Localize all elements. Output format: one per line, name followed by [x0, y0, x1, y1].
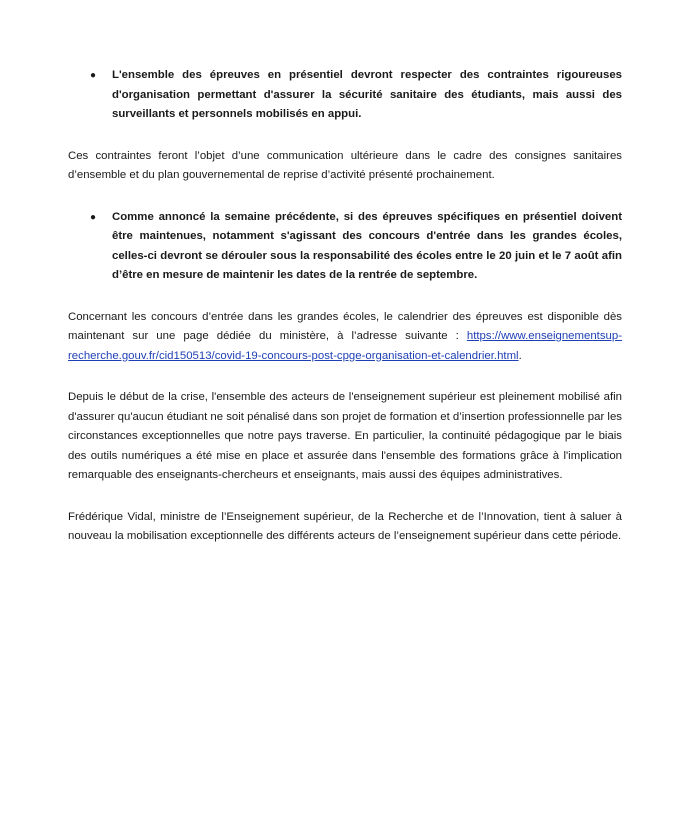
bullet-icon: ● [90, 70, 97, 81]
ministry-calendar-link[interactable]: https://www.enseignementsup-recherche.gouv.fr/cid150513/covid-19-concours-post-cpge-organisation-et-calendrier.html [68, 330, 622, 362]
bullet-item-2 [68, 208, 622, 286]
paragraph-2-text: Concernant les concours d’entrée dans les grandes écoles, le calendrier des épreuves est disponible dès maintenant sur une page dédiée du ministère, à l’adresse suivante : [68, 310, 622, 342]
paragraph-1: Ces contraintes feront l’objet d’une communication ultérieure dans le cadre des consignes sanitaires d’ensemble et du plan gouvernemental de reprise d’activité présenté prochainement. [68, 149, 622, 181]
paragraph-2-end: . [518, 349, 522, 362]
bullet-text-1: L'ensemble des épreuves en présentiel devront respecter des contraintes rigoureuses d'organisation permettant d'assurer la sécurité sanitaire des étudiants, mais aussi des surveillants et personnels mobilisés en appui. [112, 69, 622, 120]
paragraph-3: Depuis le début de la crise, l'ensemble des acteurs de l'enseignement supérieur est pleinement mobilisé afin d'assurer qu'aucun étudiant ne soit pénalisé dans son projet de formation et d’insertion professionnelle par les circonstances exceptionnelles que notre pays traverse. En particulier, la continuité pédagogique par le biais des outils numériques a été mise en place et assurée dans l'ensemble des formations grâce à l'implication remarquable des enseignants-chercheurs et enseignants, mais aussi des équipes administratives. [68, 391, 622, 481]
paragraph-4: Frédérique Vidal, ministre de l’Enseignement supérieur, de la Recherche et de l’Innovation, tient à saluer à nouveau la mobilisation exceptionnelle des différents acteurs de l’enseignement supérieur dans cette période. [68, 510, 622, 542]
paragraph-2 [68, 308, 622, 367]
bullet-text-2: Comme annoncé la semaine précédente, si des épreuves spécifiques en présentiel doivent être maintenues, notamment s'agissant des concours d'entrée dans les grandes écoles, celles-ci devront se dérouler sous la responsabilité des écoles entre le 20 juin et le 7 août afin d’être en mesure de maintenir les dates de la rentrée de septembre. [112, 210, 622, 281]
bullet-item-1 [68, 66, 622, 125]
bullet-icon: ● [90, 211, 97, 223]
